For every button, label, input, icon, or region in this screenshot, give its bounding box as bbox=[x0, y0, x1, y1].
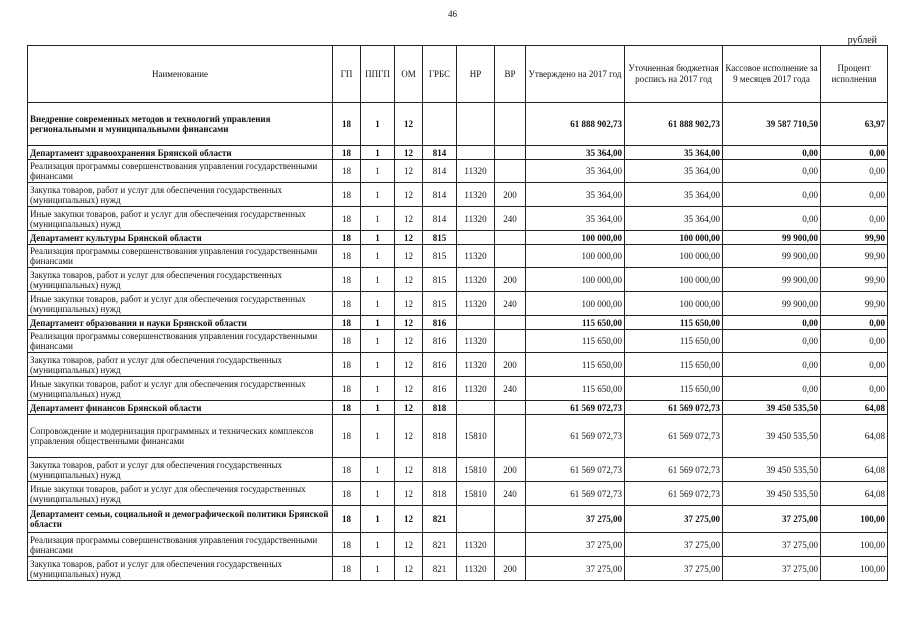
row-vr: 240 bbox=[495, 482, 526, 506]
table-row bbox=[28, 146, 888, 160]
row-gp: 18 bbox=[333, 377, 361, 401]
row-nr: 11320 bbox=[457, 245, 495, 268]
row-gp: 18 bbox=[333, 245, 361, 268]
row-approved: 61 569 072,73 bbox=[526, 415, 625, 458]
row-approved: 35 364,00 bbox=[526, 207, 625, 231]
header-row bbox=[28, 46, 888, 103]
table-row bbox=[28, 207, 888, 231]
row-name: Реализация программы совершенствования управления государственными финансами bbox=[28, 533, 333, 557]
row-name: Внедрение современных методов и технологий управления региональными и муниципальными финансами bbox=[28, 103, 333, 146]
row-name: Департамент образования и науки Брянской области bbox=[28, 316, 333, 330]
row-om: 12 bbox=[395, 482, 423, 506]
row-nr: 11320 bbox=[457, 377, 495, 401]
row-grbs: 814 bbox=[423, 207, 457, 231]
row-gp: 18 bbox=[333, 207, 361, 231]
budget-table bbox=[27, 45, 888, 581]
row-grbs: 818 bbox=[423, 415, 457, 458]
row-cash: 39 450 535,50 bbox=[723, 415, 821, 458]
table-row bbox=[28, 183, 888, 207]
row-refined: 61 888 902,73 bbox=[625, 103, 723, 146]
row-cash: 99 900,00 bbox=[723, 268, 821, 292]
table-row bbox=[28, 458, 888, 482]
row-cash: 0,00 bbox=[723, 353, 821, 377]
row-ppgp: 1 bbox=[361, 482, 395, 506]
row-cash: 0,00 bbox=[723, 316, 821, 330]
row-approved: 115 650,00 bbox=[526, 353, 625, 377]
header-vr: ВР bbox=[495, 46, 526, 103]
row-cash: 0,00 bbox=[723, 183, 821, 207]
row-name: Реализация программы совершенствования управления государственными финансами bbox=[28, 245, 333, 268]
row-vr: 200 bbox=[495, 353, 526, 377]
row-name: Закупка товаров, работ и услуг для обеспечения государственных (муниципальных) нужд bbox=[28, 183, 333, 207]
row-refined: 35 364,00 bbox=[625, 207, 723, 231]
row-om: 12 bbox=[395, 146, 423, 160]
row-gp: 18 bbox=[333, 292, 361, 316]
row-gp: 18 bbox=[333, 401, 361, 415]
row-om: 12 bbox=[395, 330, 423, 353]
row-ppgp: 1 bbox=[361, 377, 395, 401]
row-grbs: 818 bbox=[423, 401, 457, 415]
row-cash: 37 275,00 bbox=[723, 557, 821, 581]
row-vr bbox=[495, 160, 526, 183]
row-refined: 115 650,00 bbox=[625, 377, 723, 401]
row-om: 12 bbox=[395, 316, 423, 330]
table-row bbox=[28, 377, 888, 401]
row-ppgp: 1 bbox=[361, 353, 395, 377]
row-grbs: 816 bbox=[423, 330, 457, 353]
row-grbs: 816 bbox=[423, 377, 457, 401]
row-ppgp: 1 bbox=[361, 316, 395, 330]
row-refined: 61 569 072,73 bbox=[625, 401, 723, 415]
row-ppgp: 1 bbox=[361, 146, 395, 160]
row-gp: 18 bbox=[333, 316, 361, 330]
row-refined: 61 569 072,73 bbox=[625, 458, 723, 482]
row-om: 12 bbox=[395, 231, 423, 245]
table-row bbox=[28, 557, 888, 581]
row-name: Сопровождение и модернизация программных и технических комплексов управления общественными финансами bbox=[28, 415, 333, 458]
row-gp: 18 bbox=[333, 330, 361, 353]
row-gp: 18 bbox=[333, 160, 361, 183]
row-ppgp: 1 bbox=[361, 268, 395, 292]
table-row bbox=[28, 533, 888, 557]
row-nr: 11320 bbox=[457, 183, 495, 207]
row-vr bbox=[495, 506, 526, 533]
row-cash: 39 587 710,50 bbox=[723, 103, 821, 146]
row-om: 12 bbox=[395, 103, 423, 146]
row-name: Иные закупки товаров, работ и услуг для обеспечения государственных (муниципальных) нужд bbox=[28, 377, 333, 401]
row-cash: 39 450 535,50 bbox=[723, 458, 821, 482]
row-om: 12 bbox=[395, 377, 423, 401]
row-refined: 115 650,00 bbox=[625, 353, 723, 377]
row-refined: 115 650,00 bbox=[625, 330, 723, 353]
row-vr bbox=[495, 401, 526, 415]
row-cash: 37 275,00 bbox=[723, 533, 821, 557]
table-row bbox=[28, 103, 888, 146]
row-name: Департамент здравоохранения Брянской области bbox=[28, 146, 333, 160]
row-om: 12 bbox=[395, 506, 423, 533]
table-row bbox=[28, 353, 888, 377]
row-vr bbox=[495, 533, 526, 557]
row-nr: 11320 bbox=[457, 292, 495, 316]
row-om: 12 bbox=[395, 207, 423, 231]
row-percent: 64,08 bbox=[821, 401, 888, 415]
row-percent: 0,00 bbox=[821, 146, 888, 160]
row-name: Иные закупки товаров, работ и услуг для обеспечения государственных (муниципальных) нужд bbox=[28, 292, 333, 316]
row-approved: 35 364,00 bbox=[526, 183, 625, 207]
table-row bbox=[28, 268, 888, 292]
row-approved: 100 000,00 bbox=[526, 292, 625, 316]
row-nr: 11320 bbox=[457, 207, 495, 231]
row-approved: 61 569 072,73 bbox=[526, 458, 625, 482]
row-nr: 11320 bbox=[457, 268, 495, 292]
row-vr bbox=[495, 231, 526, 245]
row-refined: 35 364,00 bbox=[625, 160, 723, 183]
header-cash: Кассовое исполнение за 9 месяцев 2017 года bbox=[723, 46, 821, 103]
row-om: 12 bbox=[395, 160, 423, 183]
row-grbs: 815 bbox=[423, 245, 457, 268]
row-grbs: 815 bbox=[423, 292, 457, 316]
row-vr bbox=[495, 316, 526, 330]
row-cash: 37 275,00 bbox=[723, 506, 821, 533]
row-ppgp: 1 bbox=[361, 183, 395, 207]
row-refined: 61 569 072,73 bbox=[625, 415, 723, 458]
row-percent: 64,08 bbox=[821, 458, 888, 482]
header-refined: Уточненная бюджетная роспись на 2017 год bbox=[625, 46, 723, 103]
row-om: 12 bbox=[395, 292, 423, 316]
table-row bbox=[28, 506, 888, 533]
row-ppgp: 1 bbox=[361, 415, 395, 458]
row-cash: 0,00 bbox=[723, 160, 821, 183]
row-ppgp: 1 bbox=[361, 330, 395, 353]
header-percent: Процент исполнения bbox=[821, 46, 888, 103]
row-vr: 240 bbox=[495, 292, 526, 316]
row-cash: 99 900,00 bbox=[723, 292, 821, 316]
row-nr: 11320 bbox=[457, 533, 495, 557]
row-cash: 0,00 bbox=[723, 377, 821, 401]
row-grbs bbox=[423, 103, 457, 146]
row-vr bbox=[495, 330, 526, 353]
row-approved: 100 000,00 bbox=[526, 268, 625, 292]
row-vr: 240 bbox=[495, 207, 526, 231]
row-name: Иные закупки товаров, работ и услуг для обеспечения государственных (муниципальных) нужд bbox=[28, 482, 333, 506]
row-name: Реализация программы совершенствования управления государственными финансами bbox=[28, 330, 333, 353]
row-approved: 37 275,00 bbox=[526, 557, 625, 581]
row-grbs: 821 bbox=[423, 557, 457, 581]
row-approved: 61 569 072,73 bbox=[526, 482, 625, 506]
row-gp: 18 bbox=[333, 103, 361, 146]
row-gp: 18 bbox=[333, 231, 361, 245]
row-om: 12 bbox=[395, 458, 423, 482]
row-refined: 100 000,00 bbox=[625, 292, 723, 316]
row-nr bbox=[457, 506, 495, 533]
row-grbs: 818 bbox=[423, 482, 457, 506]
row-refined: 37 275,00 bbox=[625, 506, 723, 533]
row-ppgp: 1 bbox=[361, 557, 395, 581]
row-ppgp: 1 bbox=[361, 458, 395, 482]
row-percent: 100,00 bbox=[821, 557, 888, 581]
row-percent: 64,08 bbox=[821, 415, 888, 458]
row-name: Закупка товаров, работ и услуг для обеспечения государственных (муниципальных) нужд bbox=[28, 268, 333, 292]
row-om: 12 bbox=[395, 533, 423, 557]
row-vr bbox=[495, 146, 526, 160]
row-approved: 100 000,00 bbox=[526, 231, 625, 245]
header-nr: НР bbox=[457, 46, 495, 103]
row-nr: 11320 bbox=[457, 353, 495, 377]
row-ppgp: 1 bbox=[361, 401, 395, 415]
row-nr: 11320 bbox=[457, 330, 495, 353]
table-row bbox=[28, 330, 888, 353]
table-row bbox=[28, 160, 888, 183]
row-cash: 39 450 535,50 bbox=[723, 401, 821, 415]
row-grbs: 821 bbox=[423, 533, 457, 557]
row-approved: 115 650,00 bbox=[526, 377, 625, 401]
row-gp: 18 bbox=[333, 415, 361, 458]
row-ppgp: 1 bbox=[361, 533, 395, 557]
row-om: 12 bbox=[395, 557, 423, 581]
row-approved: 37 275,00 bbox=[526, 506, 625, 533]
row-grbs: 815 bbox=[423, 231, 457, 245]
header-ppgp: ППГП bbox=[361, 46, 395, 103]
row-ppgp: 1 bbox=[361, 103, 395, 146]
row-cash: 0,00 bbox=[723, 146, 821, 160]
row-grbs: 814 bbox=[423, 160, 457, 183]
row-percent: 0,00 bbox=[821, 160, 888, 183]
row-gp: 18 bbox=[333, 268, 361, 292]
row-refined: 100 000,00 bbox=[625, 268, 723, 292]
row-grbs: 816 bbox=[423, 353, 457, 377]
row-approved: 35 364,00 bbox=[526, 160, 625, 183]
row-refined: 37 275,00 bbox=[625, 533, 723, 557]
row-vr bbox=[495, 245, 526, 268]
table-body bbox=[28, 103, 888, 581]
row-vr bbox=[495, 103, 526, 146]
row-percent: 0,00 bbox=[821, 377, 888, 401]
row-nr bbox=[457, 231, 495, 245]
row-gp: 18 bbox=[333, 533, 361, 557]
row-approved: 35 364,00 bbox=[526, 146, 625, 160]
row-percent: 100,00 bbox=[821, 506, 888, 533]
row-ppgp: 1 bbox=[361, 292, 395, 316]
table-row bbox=[28, 482, 888, 506]
row-gp: 18 bbox=[333, 458, 361, 482]
row-refined: 100 000,00 bbox=[625, 245, 723, 268]
row-vr: 240 bbox=[495, 377, 526, 401]
row-refined: 35 364,00 bbox=[625, 146, 723, 160]
row-percent: 99,90 bbox=[821, 268, 888, 292]
table-row bbox=[28, 415, 888, 458]
row-nr: 15810 bbox=[457, 415, 495, 458]
row-ppgp: 1 bbox=[361, 160, 395, 183]
row-approved: 61 888 902,73 bbox=[526, 103, 625, 146]
row-refined: 61 569 072,73 bbox=[625, 482, 723, 506]
row-percent: 64,08 bbox=[821, 482, 888, 506]
row-gp: 18 bbox=[333, 482, 361, 506]
row-grbs: 814 bbox=[423, 183, 457, 207]
row-percent: 0,00 bbox=[821, 207, 888, 231]
row-name: Закупка товаров, работ и услуг для обеспечения государственных (муниципальных) нужд bbox=[28, 458, 333, 482]
row-ppgp: 1 bbox=[361, 231, 395, 245]
table-row bbox=[28, 245, 888, 268]
row-percent: 99,90 bbox=[821, 245, 888, 268]
row-approved: 115 650,00 bbox=[526, 330, 625, 353]
row-nr bbox=[457, 401, 495, 415]
row-om: 12 bbox=[395, 401, 423, 415]
row-om: 12 bbox=[395, 245, 423, 268]
row-om: 12 bbox=[395, 353, 423, 377]
row-refined: 115 650,00 bbox=[625, 316, 723, 330]
row-cash: 99 900,00 bbox=[723, 245, 821, 268]
row-nr: 11320 bbox=[457, 557, 495, 581]
header-name: Наименование bbox=[28, 46, 333, 103]
row-refined: 100 000,00 bbox=[625, 231, 723, 245]
row-percent: 0,00 bbox=[821, 330, 888, 353]
table-row bbox=[28, 292, 888, 316]
row-gp: 18 bbox=[333, 506, 361, 533]
row-cash: 99 900,00 bbox=[723, 231, 821, 245]
row-nr bbox=[457, 316, 495, 330]
header-gp: ГП bbox=[333, 46, 361, 103]
header-grbs: ГРБС bbox=[423, 46, 457, 103]
row-percent: 99,90 bbox=[821, 292, 888, 316]
row-vr: 200 bbox=[495, 557, 526, 581]
row-approved: 115 650,00 bbox=[526, 316, 625, 330]
table-row bbox=[28, 316, 888, 330]
row-om: 12 bbox=[395, 183, 423, 207]
row-percent: 0,00 bbox=[821, 353, 888, 377]
row-percent: 100,00 bbox=[821, 533, 888, 557]
row-percent: 63,97 bbox=[821, 103, 888, 146]
row-refined: 35 364,00 bbox=[625, 183, 723, 207]
row-percent: 99,90 bbox=[821, 231, 888, 245]
row-gp: 18 bbox=[333, 353, 361, 377]
row-gp: 18 bbox=[333, 183, 361, 207]
row-ppgp: 1 bbox=[361, 506, 395, 533]
row-percent: 0,00 bbox=[821, 183, 888, 207]
row-vr: 200 bbox=[495, 268, 526, 292]
row-name: Закупка товаров, работ и услуг для обеспечения государственных (муниципальных) нужд bbox=[28, 353, 333, 377]
row-grbs: 821 bbox=[423, 506, 457, 533]
row-nr bbox=[457, 146, 495, 160]
row-ppgp: 1 bbox=[361, 245, 395, 268]
table-row bbox=[28, 231, 888, 245]
header-approved: Утверждено на 2017 год bbox=[526, 46, 625, 103]
row-name: Департамент финансов Брянской области bbox=[28, 401, 333, 415]
row-vr: 200 bbox=[495, 183, 526, 207]
header-om: ОМ bbox=[395, 46, 423, 103]
row-om: 12 bbox=[395, 415, 423, 458]
row-grbs: 814 bbox=[423, 146, 457, 160]
row-nr: 11320 bbox=[457, 160, 495, 183]
row-approved: 100 000,00 bbox=[526, 245, 625, 268]
row-approved: 37 275,00 bbox=[526, 533, 625, 557]
row-om: 12 bbox=[395, 268, 423, 292]
row-name: Закупка товаров, работ и услуг для обеспечения государственных (муниципальных) нужд bbox=[28, 557, 333, 581]
row-cash: 39 450 535,50 bbox=[723, 482, 821, 506]
row-percent: 0,00 bbox=[821, 316, 888, 330]
row-gp: 18 bbox=[333, 557, 361, 581]
row-nr: 15810 bbox=[457, 458, 495, 482]
row-gp: 18 bbox=[333, 146, 361, 160]
page-number: 46 bbox=[448, 9, 457, 19]
row-grbs: 816 bbox=[423, 316, 457, 330]
row-vr: 200 bbox=[495, 458, 526, 482]
row-name: Департамент семьи, социальной и демографической политики Брянской области bbox=[28, 506, 333, 533]
row-grbs: 815 bbox=[423, 268, 457, 292]
row-nr: 15810 bbox=[457, 482, 495, 506]
row-ppgp: 1 bbox=[361, 207, 395, 231]
row-approved: 61 569 072,73 bbox=[526, 401, 625, 415]
row-refined: 37 275,00 bbox=[625, 557, 723, 581]
row-grbs: 818 bbox=[423, 458, 457, 482]
row-name: Иные закупки товаров, работ и услуг для обеспечения государственных (муниципальных) нужд bbox=[28, 207, 333, 231]
row-name: Департамент культуры Брянской области bbox=[28, 231, 333, 245]
row-cash: 0,00 bbox=[723, 330, 821, 353]
row-nr bbox=[457, 103, 495, 146]
table-row bbox=[28, 401, 888, 415]
row-name: Реализация программы совершенствования управления государственными финансами bbox=[28, 160, 333, 183]
row-cash: 0,00 bbox=[723, 207, 821, 231]
row-vr bbox=[495, 415, 526, 458]
units-label: рублей bbox=[847, 35, 877, 46]
